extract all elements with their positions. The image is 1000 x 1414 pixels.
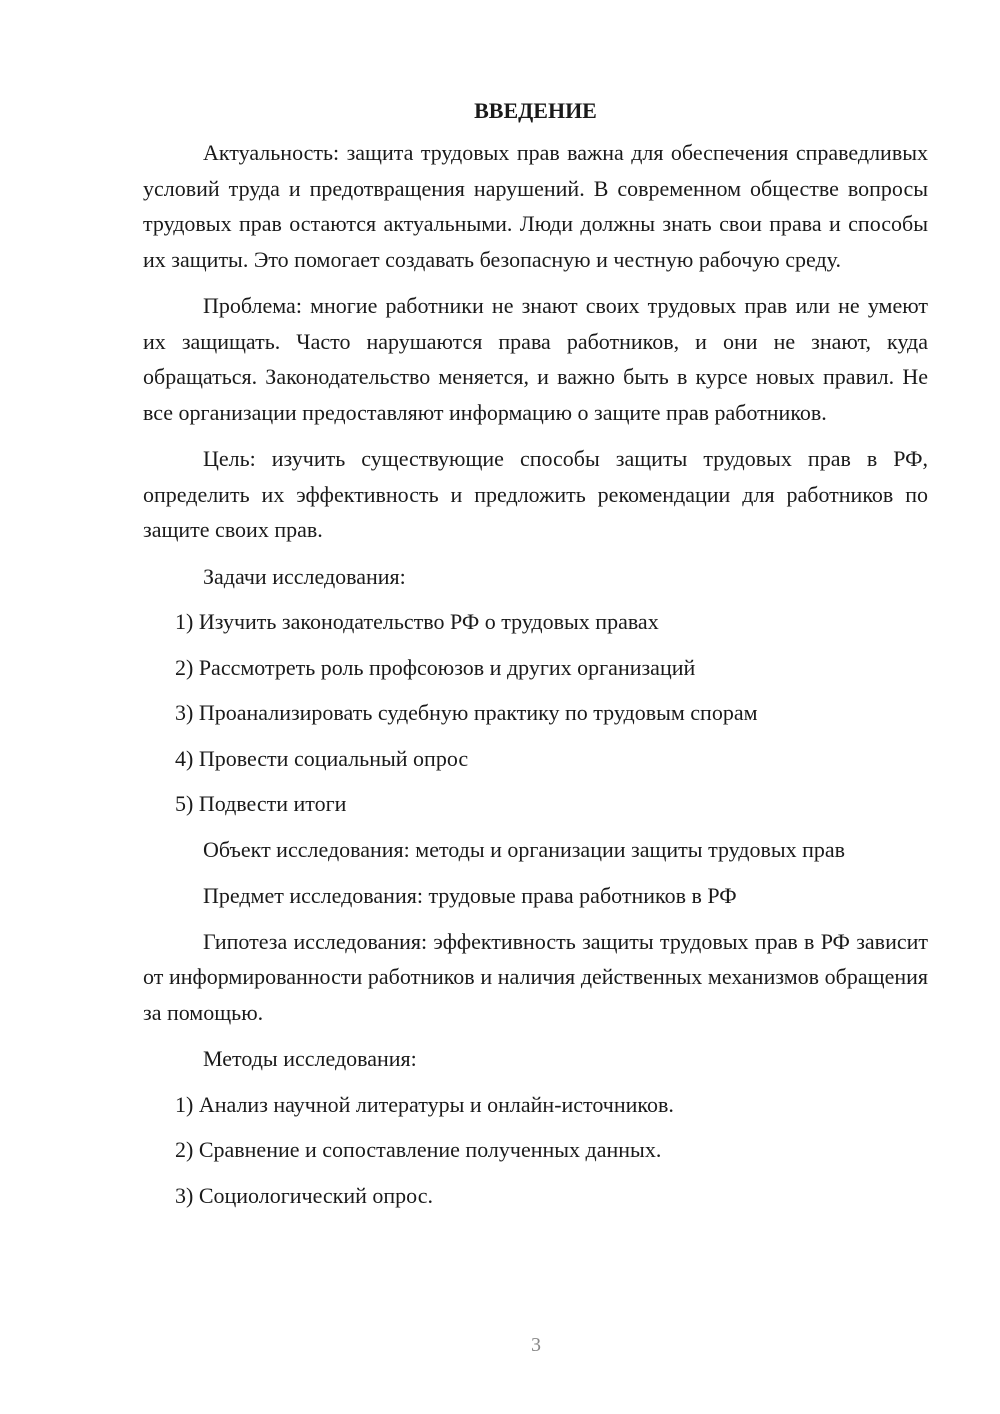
method-item: 1) Анализ научной литературы и онлайн-источников. xyxy=(175,1091,674,1117)
page-number: 3 xyxy=(531,1334,541,1356)
hypothesis-paragraph: Гипотеза исследования: эффективность защиты трудовых прав в РФ зависит от информированности работников и наличия действенных механизмов обращения за помощью. xyxy=(143,928,928,1025)
relevance-paragraph: Актуальность: защита трудовых прав важна для обеспечения справедливых условий труда и предотвращения нарушений. В современном обществе вопросы трудовых прав остаются актуальными. Люди должны знать свои права и способы их защиты. Это помогает создавать безопасную и честную рабочую среду. xyxy=(143,140,928,272)
methods-label: Методы исследования: xyxy=(203,1046,417,1071)
method-item: 3) Социологический опрос. xyxy=(175,1182,433,1208)
tasks-label: Задачи исследования: xyxy=(203,563,406,589)
section-title: ВВЕДЕНИЕ xyxy=(474,98,597,123)
methods-list xyxy=(143,1087,928,1214)
method-item: 2) Сравнение и сопоставление полученных данных. xyxy=(175,1137,662,1162)
task-item: 2) Рассмотреть роль профсоюзов и других организаций xyxy=(175,654,696,680)
problem-paragraph: Проблема: многие работники не знают своих трудовых прав или не умеют их защищать. Часто нарушаются права работников, и они не знают, куда обращаться. Законодательство меняется, и важно быть в курсе новых правил. Не все организации предоставляют информацию о защите прав работников. xyxy=(143,293,928,425)
task-item: 4) Провести социальный опрос xyxy=(175,745,469,771)
tasks-list xyxy=(143,604,928,822)
goal-paragraph: Цель: изучить существующие способы защиты трудовых прав в РФ, определить их эффективность и предложить рекомендации для работников по защите своих прав. xyxy=(143,446,928,542)
task-item: 1) Изучить законодательство РФ о трудовых правах xyxy=(175,609,659,634)
task-item: 5) Подвести итоги xyxy=(175,791,347,816)
task-item: 3) Проанализировать судебную практику по трудовым спорам xyxy=(175,700,758,725)
subject-line: Предмет исследования: трудовые права работников в РФ xyxy=(203,883,737,908)
object-paragraph: Объект исследования: методы и организации защиты трудовых прав xyxy=(203,836,846,862)
document-page xyxy=(143,95,928,1223)
